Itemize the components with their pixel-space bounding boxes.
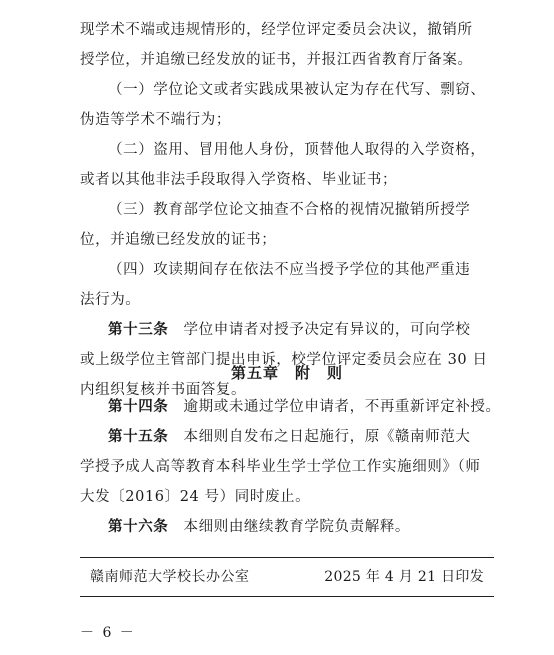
chapter-title: 第五章 附 则 — [230, 364, 343, 382]
article-14 — [80, 392, 501, 422]
article-14-text: 逾期或未通过学位申请者，不再重新评定补授。 — [183, 399, 501, 415]
body-line: 现学术不端或违规情形的，经学位评定委员会决议，撤销所 — [80, 22, 473, 38]
clause-3-cont: 位，并追缴已经发放的证书； — [80, 232, 277, 248]
article-13-text: 学位申请者对授予决定有异议的，可向学校 — [183, 322, 471, 338]
footer-divider-top — [80, 557, 494, 558]
footer-issuer: 赣南师范大学校长办公室 — [90, 569, 250, 585]
clause-3: （三）教育部学位论文抽查不合格的视情况撤销所授学 — [108, 202, 471, 218]
article-13-line-3: 内组织复核并书面答复。 — [80, 382, 247, 398]
article-15-text: 本细则自发布之日起施行，原《赣南师范大 — [183, 429, 471, 445]
clause-1-cont: 伪造等学术不端行为； — [80, 112, 231, 128]
body-line: 授学位，并追缴已经发放的证书，并报江西省教育厅备案。 — [80, 52, 473, 68]
article-15 — [80, 422, 494, 452]
body-text-2 — [80, 392, 501, 542]
article-15-line-3: 大发〔2016〕24 号）同时废止。 — [80, 489, 311, 505]
clause-2: （二）盗用、冒用他人身份，顶替他人取得的入学资格， — [108, 142, 486, 158]
article-15-heading: 第十五条 — [108, 428, 169, 445]
clause-4: （四）攻读期间存在依法不应当授予学位的其他严重违 — [108, 262, 471, 278]
body-text — [80, 15, 494, 405]
article-16 — [80, 512, 494, 542]
article-13 — [80, 315, 494, 345]
article-16-heading: 第十六条 — [108, 518, 169, 535]
footer-date: 2025 年 4 月 21 日印发 — [324, 569, 484, 585]
clause-1: （一）学位论文或者实践成果被认定为存在代写、剽窃、 — [108, 82, 486, 98]
article-16-text: 本细则由继续教育学院负责解释。 — [183, 519, 411, 535]
footer-divider-bottom — [80, 596, 494, 597]
article-13-line-2: 或上级学位主管部门提出申诉，校学位评定委员会应在 30 日 — [80, 352, 488, 368]
article-13-heading: 第十三条 — [108, 321, 169, 338]
clause-4-cont: 法行为。 — [80, 292, 141, 308]
page-number: － 6 － — [80, 625, 136, 641]
clause-2-cont: 或者以其他非法手段取得入学资格、毕业证书； — [80, 172, 398, 188]
article-14-heading: 第十四条 — [108, 398, 169, 415]
article-15-line-2: 学授予成人高等教育本科毕业生学士学位工作实施细则》（师 — [80, 459, 481, 475]
